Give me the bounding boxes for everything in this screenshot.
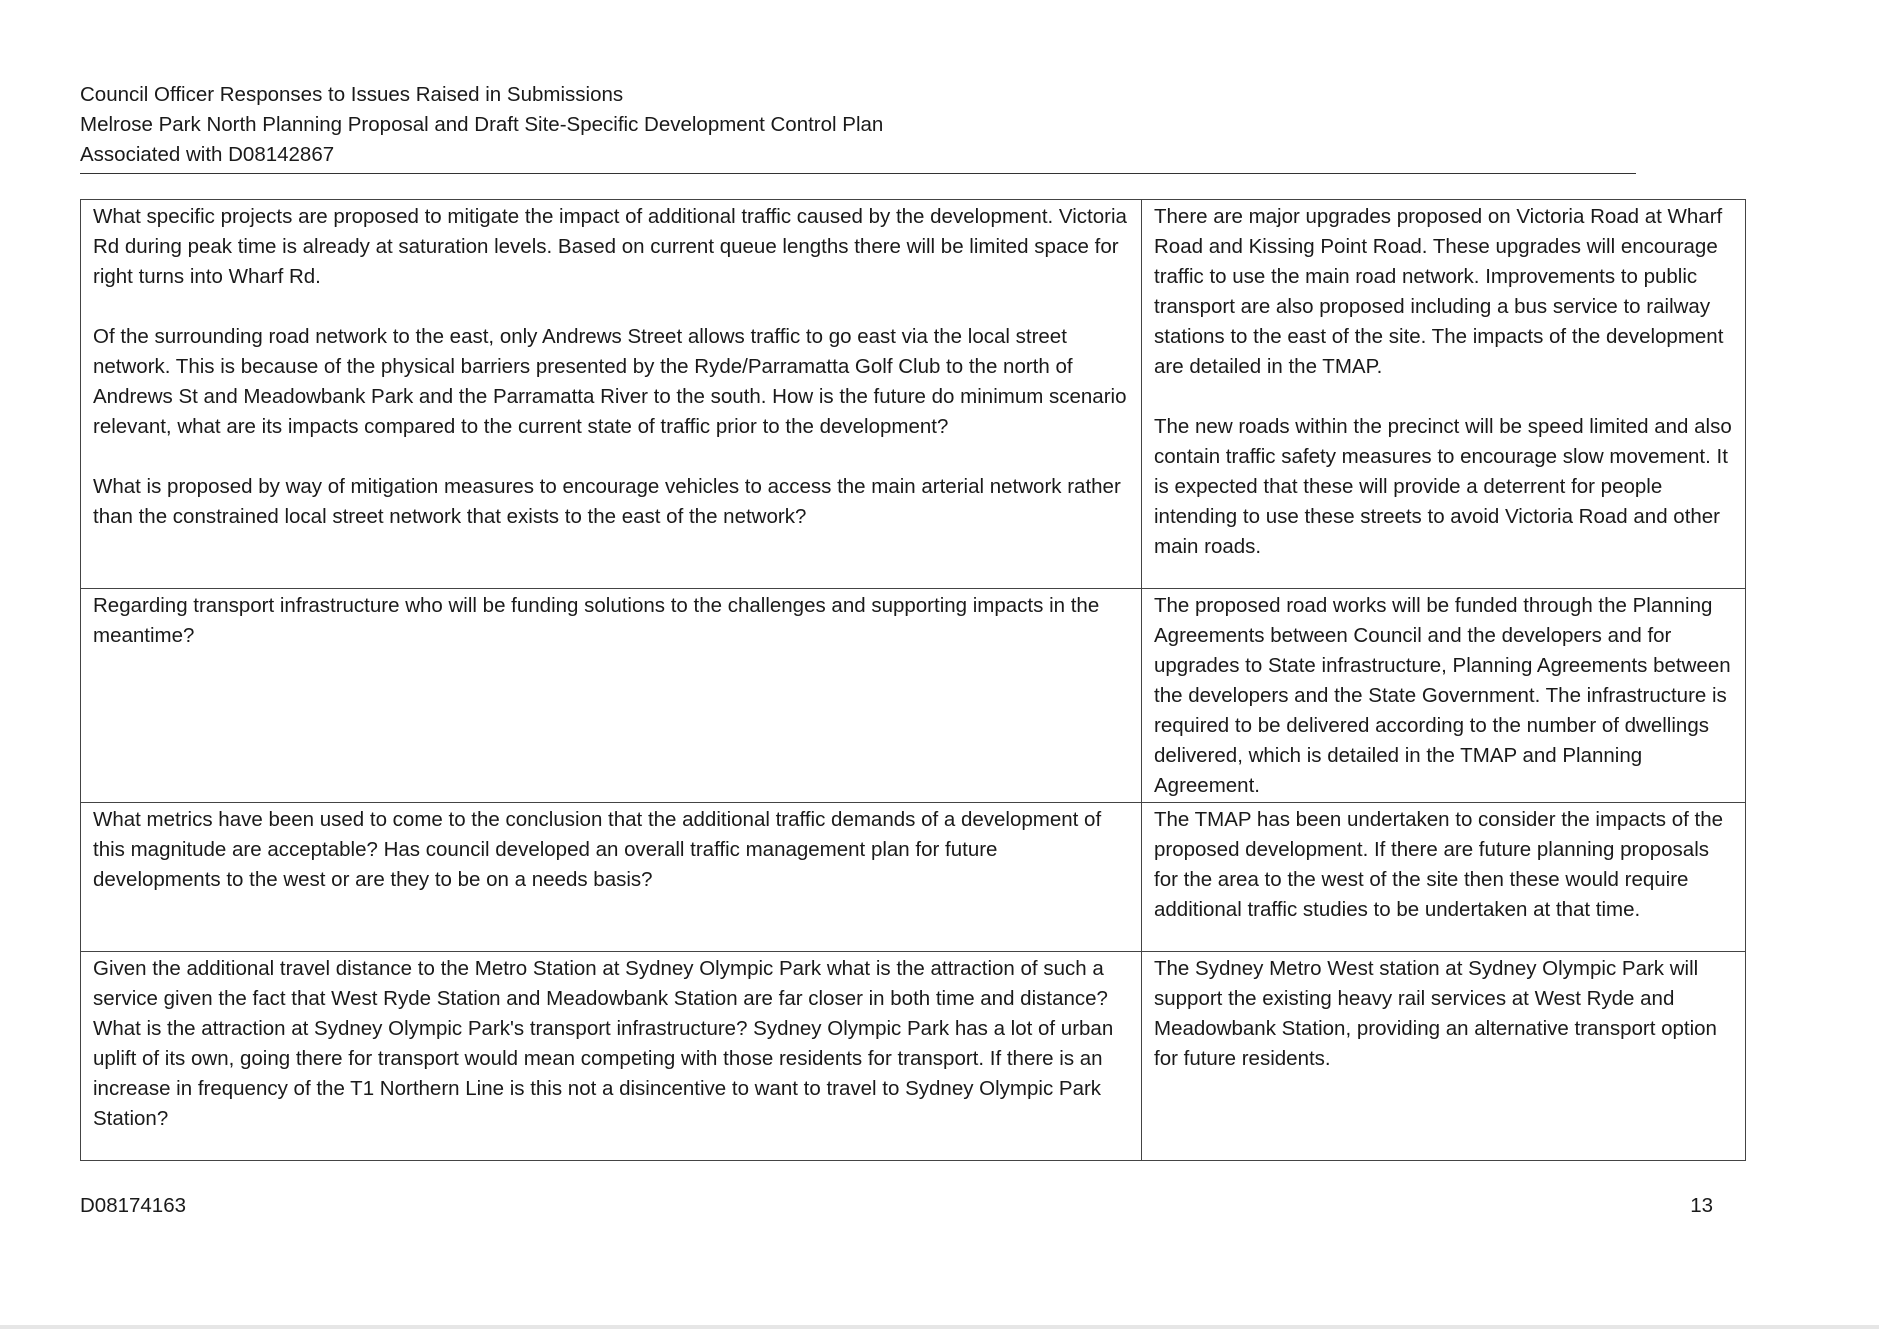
header-reference: Associated with D08142867 — [80, 143, 335, 166]
response-cell — [1142, 952, 1746, 1161]
issue-cell — [81, 200, 1142, 589]
response-text: The Sydney Metro West station at Sydney Olympic Park will support the existing heavy rail services at West Ryde and Meadowbank Station, providing an alternative transport option for future residents. — [1154, 957, 1717, 1070]
issue-text: Of the surrounding road network to the east, only Andrews Street allows traffic to go east via the local street network. This is because of the physical barriers presented by the Ryde/Parramatta Golf Club to the north of Andrews St and Meadowbank Park and the Parramatta River to the south. How is the future do minimum scenario relevant, what are its impacts compared to the current state of traffic prior to the development? — [93, 325, 1127, 438]
header-subtitle: Melrose Park North Planning Proposal and Draft Site-Specific Development Control Plan — [80, 113, 884, 136]
issue-cell — [81, 803, 1142, 952]
response-text: The proposed road works will be funded through the Planning Agreements between Council and the developers and for upgrades to State infrastructure, Planning Agreements between the developers and the State Government. The infrastructure is required to be delivered according to the number of dwellings delivered, which is detailed in the TMAP and Planning Agreement. — [1154, 594, 1731, 797]
submissions-table — [80, 199, 1746, 1161]
table-row — [81, 589, 1746, 803]
issue-cell — [81, 589, 1142, 803]
issue-text: What specific projects are proposed to mitigate the impact of additional traffic caused by the development. Victoria Rd during peak time is already at saturation levels. Based on current queue lengths there will be limited space for right turns into Wharf Rd. — [93, 205, 1127, 288]
viewer-bottom-edge — [0, 1325, 1879, 1329]
response-cell — [1142, 803, 1746, 952]
issue-text: Given the additional travel distance to the Metro Station at Sydney Olympic Park what is the attraction of such a service given the fact that West Ryde Station and Meadowbank Station are far closer in both time and distance? — [93, 957, 1108, 1010]
issue-text: What is the attraction at Sydney Olympic Park's transport infrastructure? Sydney Olympic Park has a lot of urban uplift of its own, going there for transport would mean competing with those residents for transport. If there is an increase in frequency of the T1 Northern Line is this not a disincentive to want to travel to Sydney Olympic Park Station? — [93, 1017, 1114, 1130]
table-row — [81, 200, 1746, 589]
response-cell — [1142, 200, 1746, 589]
header-title: Council Officer Responses to Issues Raised in Submissions — [80, 83, 624, 106]
table-row — [81, 803, 1746, 952]
issue-text: Regarding transport infrastructure who will be funding solutions to the challenges and supporting impacts in the meantime? — [93, 594, 1100, 647]
page-header — [80, 80, 1636, 174]
issue-text: What is proposed by way of mitigation measures to encourage vehicles to access the main arterial network rather than the constrained local street network that exists to the east of the network? — [93, 475, 1121, 528]
issue-text: What metrics have been used to come to the conclusion that the additional traffic demands of a development of this magnitude are acceptable? Has council developed an overall traffic management plan for future developments to the west or are they to be on a needs basis? — [93, 808, 1102, 891]
footer-page-number: 13 — [1690, 1194, 1713, 1217]
issue-cell — [81, 952, 1142, 1161]
response-text: The TMAP has been undertaken to consider the impacts of the proposed development. If there are future planning proposals for the area to the west of the site then these would require additional traffic studies to be undertaken at that time. — [1154, 808, 1724, 921]
response-cell — [1142, 589, 1746, 803]
response-text: The new roads within the precinct will be speed limited and also contain traffic safety measures to encourage slow movement. It is expected that these will provide a deterrent for people intending to use these streets to avoid Victoria Road and other main roads. — [1154, 415, 1732, 558]
response-text: There are major upgrades proposed on Victoria Road at Wharf Road and Kissing Point Road. These upgrades will encourage traffic to use the main road network. Improvements to public transport are also proposed including a bus service to railway stations to the east of the site. The impacts of the development are detailed in the TMAP. — [1154, 205, 1724, 378]
footer-document-id: D08174163 — [80, 1194, 187, 1217]
table-row — [81, 952, 1746, 1161]
